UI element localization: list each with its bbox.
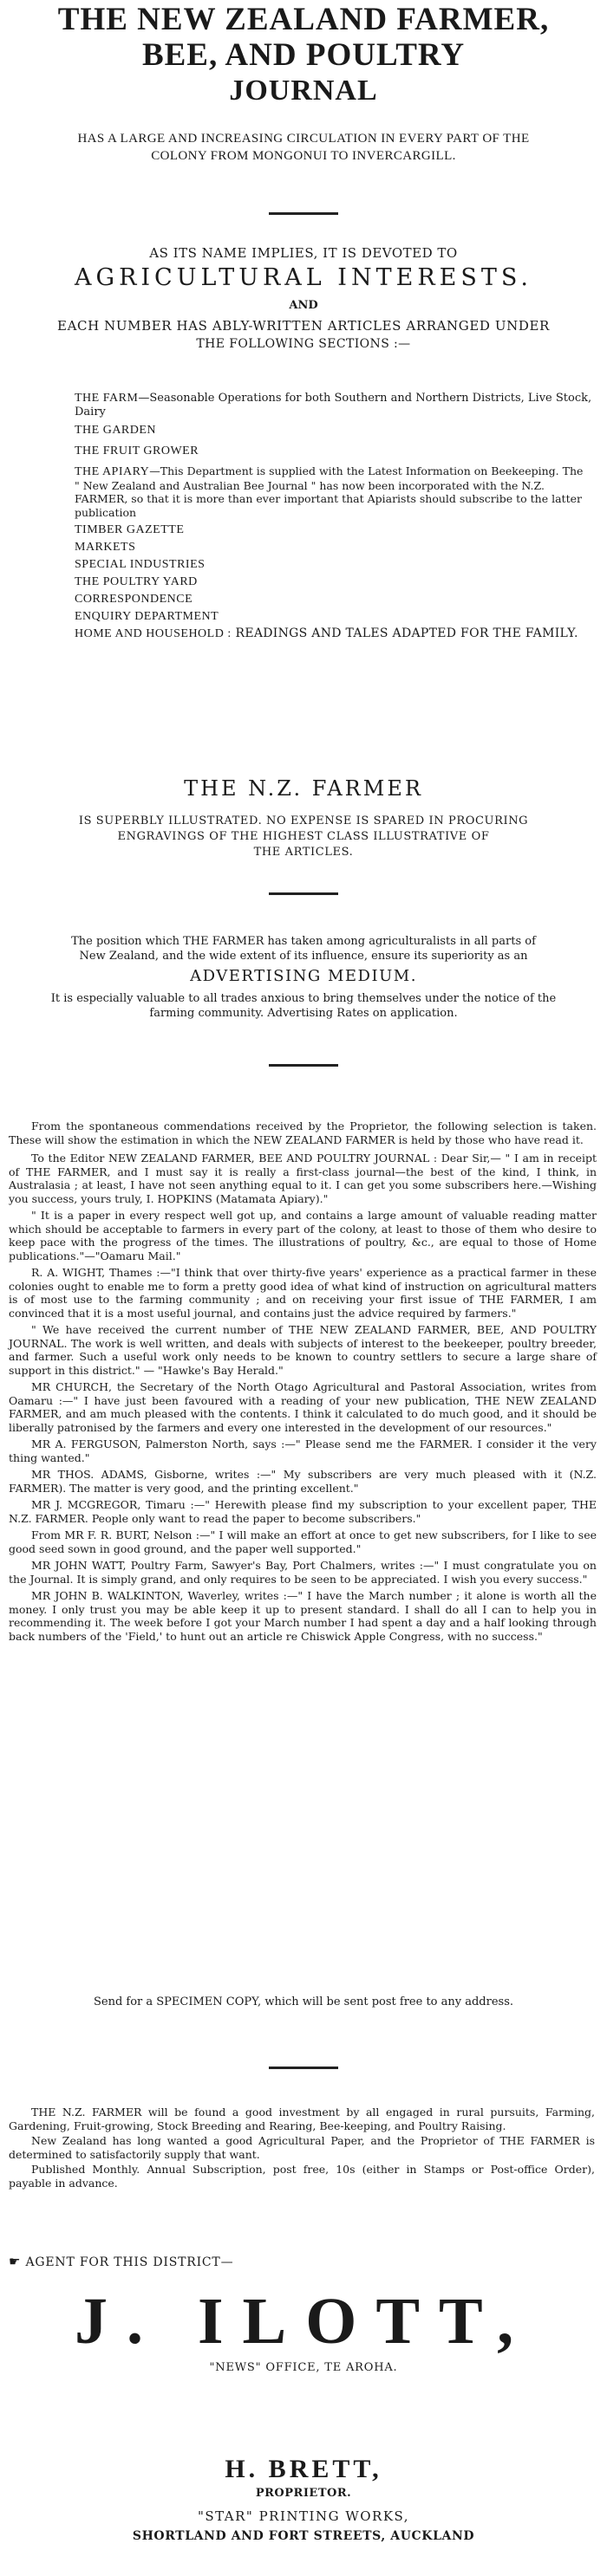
divider-rule bbox=[269, 892, 338, 895]
proprietor-name: H. BRETT, bbox=[225, 2455, 382, 2483]
section-name: TIMBER GAZETTE bbox=[75, 523, 185, 536]
circulation-text bbox=[9, 130, 598, 165]
advertising-line-2: New Zealand, and the wide extent of its influence, ensure its superiority as an bbox=[79, 950, 528, 963]
investment-block bbox=[9, 2106, 595, 2190]
agent-label-text: AGENT FOR THIS DISTRICT— bbox=[25, 2255, 234, 2269]
section-item bbox=[75, 574, 595, 590]
advertising-line-4: farming community. Advertising Rates on application. bbox=[149, 1007, 458, 1020]
proprietor-works: "STAR" PRINTING WORKS, bbox=[197, 2508, 410, 2524]
illustrated-block bbox=[0, 775, 607, 860]
divider-rule bbox=[269, 212, 338, 215]
testimonial: R. A. WIGHT, Thames :—"I think that over thirty-five years' experience as a practical farmer in these colonies ought to enable me to form a pretty good idea of what kind of instruction on agricultural matters is of most use to the farming community ; and on receiving your first issue of THE FARMER, I am convinced that it is a most useful journal, and contains just the advice required by farmers." bbox=[9, 1266, 597, 1320]
section-name: THE FRUIT GROWER bbox=[75, 444, 199, 457]
advertising-line-3: It is especially valuable to all trades anxious to bring themselves under the notice of the bbox=[50, 992, 557, 1005]
specimen-block bbox=[0, 1995, 607, 2010]
section-name: THE FARM bbox=[75, 392, 139, 405]
section-item bbox=[75, 557, 595, 573]
illustrated-heading: THE N.Z. FARMER bbox=[184, 776, 423, 801]
each-number-line-2: THE FOLLOWING SECTIONS :— bbox=[196, 337, 411, 351]
section-item bbox=[75, 522, 595, 538]
specimen-text: Send for a SPECIMEN COPY, which will be sent post free to any address. bbox=[93, 1995, 514, 2008]
section-item bbox=[75, 609, 595, 625]
title-line-3: JOURNAL bbox=[229, 75, 378, 107]
title-line-2: BEE, AND POULTRY bbox=[141, 37, 466, 73]
testimonial: MR J. MCGREGOR, Timaru :—" Herewith please find my subscription to your excellent paper, THE N.Z. FARMER. People only want to read the paper to become subscribers." bbox=[9, 1498, 597, 1525]
section-item bbox=[75, 423, 595, 438]
testimonial: MR A. FERGUSON, Palmerston North, says :—" Please send me the FARMER. I consider it the very thing wanted." bbox=[9, 1437, 597, 1464]
sections-list bbox=[75, 392, 595, 641]
testimonial: " It is a paper in every respect well got up, and contains a large amount of valuable reading matter which should be acceptable to farmers in every part of the colony, at least to those of them who desire to keep pace with the progress of the times. The illustrations of poultry, &c., are equal to those of Home publications."—"Oamaru Mail." bbox=[9, 1209, 597, 1262]
illustrated-line-2: ENGRAVINGS OF THE HIGHEST CLASS ILLUSTRATIVE OF bbox=[117, 830, 490, 843]
advertising-heading: ADVERTISING MEDIUM. bbox=[190, 967, 417, 985]
testimonial: From MR F. R. BURT, Nelson :—" I will make an effort at once to get new subscribers, for I like to see good seed sown in good ground, and the paper well supported." bbox=[9, 1528, 597, 1555]
testimonial: To the Editor NEW ZEALAND FARMER, BEE AND POULTRY JOURNAL : Dear Sir,— " I am in receipt of THE FARMER, and I must say it is really a first-class journal—the best of the kind, I think, in Australasia ; at least, I have not seen anything equal to it. I can get you some subscribers here.—Wishing you success, yours truly, I. HOPKINS (Matamata Apiary)." bbox=[9, 1152, 597, 1205]
interests-block bbox=[0, 244, 607, 354]
testimonial: " We have received the current number of THE NEW ZEALAND FARMER, BEE, AND POULTRY JOURNAL. The work is well written, and deals with subjects of interest to the beekeeper, poultry breeder, and farmer. Such a useful work only needs to be known to country settlers to secure a large share of support in this district." — "Hawke's Bay Herald." bbox=[9, 1323, 597, 1377]
advertising-line-1: The position which THE FARMER has taken among agriculturalists in all parts of bbox=[71, 935, 536, 948]
section-name: HOME AND HOUSEHOLD : bbox=[75, 627, 232, 640]
interests-intro: AS ITS NAME IMPLIES, IT IS DEVOTED TO bbox=[149, 245, 458, 261]
advertising-block bbox=[7, 934, 600, 1021]
agent-office: "NEWS" OFFICE, TE AROHA. bbox=[209, 2361, 398, 2374]
circulation-line-2: COLONY FROM MONGONUI TO INVERCARGILL. bbox=[151, 149, 456, 163]
masthead bbox=[0, 2, 607, 108]
section-item bbox=[75, 464, 595, 519]
divider-rule bbox=[269, 1064, 338, 1067]
each-number-line-1: EACH NUMBER HAS ABLY-WRITTEN ARTICLES ARRANGED UNDER bbox=[57, 318, 550, 334]
agent-block bbox=[0, 2253, 607, 2377]
divider-rule bbox=[269, 2067, 338, 2069]
testimonial: MR JOHN B. WALKINTON, Waverley, writes :—" I have the March number ; it alone is worth all the money. I only trust you may be able keep it up to present standard. I shall do all I can to help you in recommending it. The week before I got your March number I had spent a day and a half looking through back numbers of the 'Field,' to hunt out an article re Chiswick Apple Congress, with no success." bbox=[9, 1589, 597, 1643]
interests-and: AND bbox=[289, 299, 318, 312]
testimonials bbox=[9, 1119, 597, 1643]
testimonial-intro: From the spontaneous commendations received by the Proprietor, the following selection is taken. These will show the estimation in which the NEW ZEALAND FARMER is held by those who have read it. bbox=[9, 1119, 597, 1146]
proprietor-block bbox=[0, 2454, 607, 2546]
section-name: CORRESPONDENCE bbox=[75, 593, 193, 606]
agent-name: J. ILOTT, bbox=[74, 2285, 533, 2358]
section-name: ENQUIRY DEPARTMENT bbox=[75, 610, 219, 623]
proprietor-title: PROPRIETOR. bbox=[255, 2487, 352, 2500]
section-name: THE POULTRY YARD bbox=[75, 575, 198, 588]
testimonial: MR JOHN WATT, Poultry Farm, Sawyer's Bay, Port Chalmers, writes :—" I must congratulate you on the Journal. It is simply grand, and only requires to be seen to be appreciated. I wish you every success." bbox=[9, 1559, 597, 1586]
testimonial: MR THOS. ADAMS, Gisborne, writes :—" My subscribers are very much pleased with it (N.Z. FARMER). The matter is very good, and the printing excellent." bbox=[9, 1468, 597, 1495]
investment-paragraph: New Zealand has long wanted a good Agricultural Paper, and the Proprietor of THE FARMER is determined to satisfactorily supply that want. bbox=[9, 2134, 595, 2161]
section-item bbox=[75, 444, 595, 459]
section-item bbox=[75, 540, 595, 555]
agent-label bbox=[9, 2253, 607, 2271]
section-name: SPECIAL INDUSTRIES bbox=[75, 558, 206, 571]
section-desc: —This Department is supplied with the Latest Information on Beekeeping. The " New Zealand and Australian Bee Journal " has now been incorporated with the N.Z. FARMER, so that it is more than ever important that Apiarists should subscribe to the latter publication bbox=[75, 464, 584, 519]
interests-heading: AGRICULTURAL INTERESTS. bbox=[75, 264, 532, 291]
investment-paragraph: Published Monthly. Annual Subscription, post free, 10s (either in Stamps or Post-office Order), payable in advance. bbox=[9, 2163, 595, 2190]
illustrated-line-1: IS SUPERBLY ILLUSTRATED. NO EXPENSE IS SPARED IN PROCURING bbox=[78, 814, 529, 827]
proprietor-address: SHORTLAND AND FORT STREETS, AUCKLAND bbox=[132, 2529, 475, 2543]
testimonial: MR CHURCH, the Secretary of the North Otago Agricultural and Pastoral Association, writes from Oamaru :—" I have just been favoured with a reading of your new publication, THE NEW ZEALAND FARMER, and am much pleased with the contents. I think it calculated to do much good, and it should be liberally patronised by the farmers and every one interested in the development of our resources." bbox=[9, 1380, 597, 1434]
illustrated-line-3: THE ARTICLES. bbox=[253, 846, 354, 859]
section-name: THE APIARY bbox=[75, 465, 150, 478]
pointing-hand-icon: ☛ bbox=[9, 2254, 22, 2269]
section-name: MARKETS bbox=[75, 541, 136, 554]
section-desc: READINGS AND TALES ADAPTED FOR THE FAMILY. bbox=[231, 626, 578, 640]
section-item bbox=[75, 592, 595, 607]
section-desc: —Seasonable Operations for both Southern and Northern Districts, Live Stock, Dairy bbox=[75, 392, 592, 419]
section-name: THE GARDEN bbox=[75, 424, 157, 437]
circulation-line-1: HAS A LARGE AND INCREASING CIRCULATION IN EVERY PART OF THE bbox=[77, 132, 530, 146]
section-item bbox=[75, 626, 595, 641]
investment-paragraph: THE N.Z. FARMER will be found a good investment by all engaged in rural pursuits, Farming, Gardening, Fruit-growing, Stock Breeding and Rearing, Bee-keeping, and Poultry Raising. bbox=[9, 2106, 595, 2132]
section-item bbox=[75, 392, 595, 419]
title-line-1: THE NEW ZEALAND FARMER, bbox=[57, 2, 550, 37]
